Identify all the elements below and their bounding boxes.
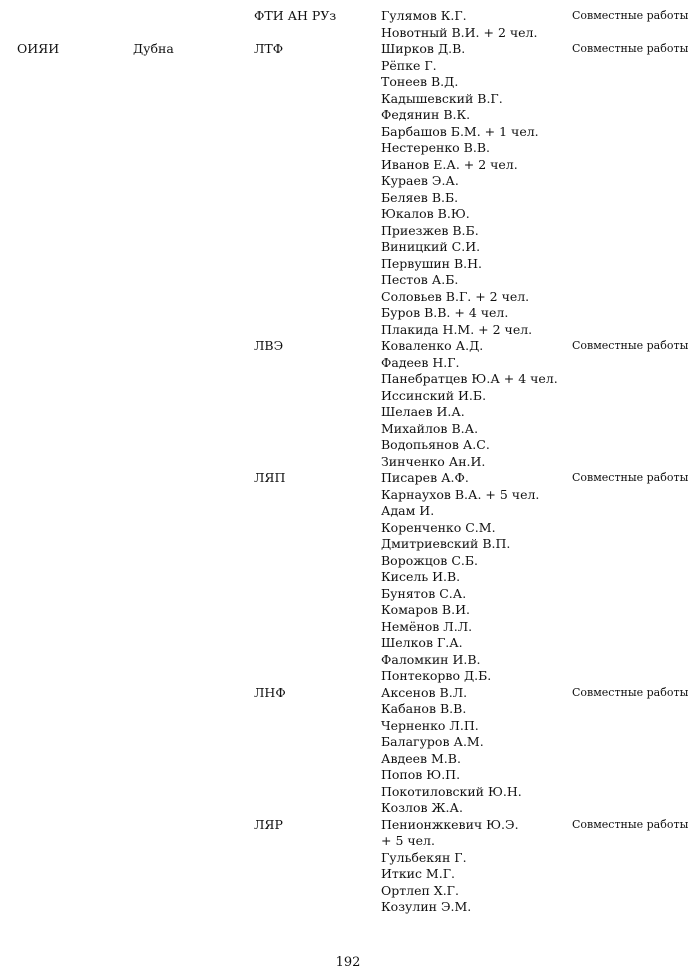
person-entry: Федянин В.К.	[381, 107, 471, 122]
person-entry: Адам И.	[381, 503, 435, 518]
person-entry: Беляев В.Б.	[381, 189, 459, 205]
person-entry: Плакида Н.М. + 2 чел.	[381, 321, 533, 337]
page-number: 192	[335, 955, 361, 970]
person-entry: Козлов Ж.А.	[381, 800, 463, 815]
laboratory-name: ФТИ АН РУз	[254, 8, 337, 23]
person-entry: Шелков Г.А.	[381, 635, 463, 650]
person-entry: + 5 чел.	[381, 833, 435, 848]
person-entry: Бунятов С.А.	[381, 585, 467, 601]
person-entry: Фадеев Н.Г.	[381, 354, 460, 370]
person-entry: Первушин В.Н.	[381, 255, 482, 271]
person-entry: Тонеев В.Д.	[381, 74, 459, 89]
person-entry: Авдеев М.В.	[381, 750, 461, 766]
person-entry: Шелаев И.А.	[381, 404, 465, 419]
laboratory-name: ЛЯП	[254, 470, 286, 485]
person-entry: Соловьев В.Г. + 2 чел.	[381, 288, 530, 304]
person-entry: Коренченко С.М.	[381, 519, 496, 535]
laboratory-name: ЛТФ	[254, 41, 284, 56]
collaboration-note: Совместные работы	[572, 685, 689, 699]
laboratory-name: ЛЯР	[254, 816, 283, 832]
person-entry: Михайлов В.А.	[381, 420, 479, 436]
person-entry: Водопьянов А.С.	[381, 437, 490, 452]
person-entry: Иткис М.Г.	[381, 866, 455, 881]
person-entry: Немёнов Л.Л.	[381, 618, 473, 634]
person-entry: Балагуров А.М.	[381, 734, 484, 749]
person-entry: Иванов Е.А. + 2 чел.	[381, 156, 518, 172]
person-entry: Барбашов Б.М. + 1 чел.	[381, 123, 539, 139]
person-entry: Новотный В.И. + 2 чел.	[381, 24, 538, 40]
organization-name: ОИЯИ	[17, 41, 60, 56]
person-entry: Виницкий С.И.	[381, 239, 481, 254]
person-entry: Коваленко А.Д.	[381, 338, 484, 353]
person-entry: Ворожцов С.Б.	[381, 552, 479, 568]
collaboration-note: Совместные работы	[572, 471, 689, 484]
laboratory-name: ЛВЭ	[254, 338, 284, 353]
collaboration-note: Совместные работы	[572, 339, 689, 352]
person-entry: Понтекорво Д.Б.	[381, 668, 492, 683]
people-list	[381, 8, 537, 41]
person-entry: Козулин Э.М.	[381, 899, 472, 914]
people-list	[381, 41, 539, 338]
collaboration-note: Совместные работы	[572, 42, 689, 55]
person-entry: Зинченко Ан.И.	[381, 453, 486, 469]
person-entry: Карнаухов В.А. + 5 чел.	[381, 486, 540, 502]
person-entry: Фаломкин И.В.	[381, 651, 481, 667]
person-entry: Ортлеп Х.Г.	[381, 882, 459, 898]
person-entry: Комаров В.И.	[381, 602, 470, 617]
person-entry: Попов Ю.П.	[381, 767, 461, 782]
person-entry: Аксенов В.Л.	[381, 684, 468, 700]
people-list	[381, 470, 539, 685]
person-entry: Черненко Л.П.	[381, 717, 479, 733]
person-entry: Кураев Э.А.	[381, 173, 459, 188]
person-entry: Панебратцев Ю.А + 4 чел.	[381, 371, 558, 386]
person-entry: Кисель И.В.	[381, 569, 461, 584]
collaboration-note: Совместные работы	[572, 9, 689, 22]
collaboration-note: Совместные работы	[572, 817, 689, 831]
people-list	[381, 817, 519, 916]
person-entry: Ширков Д.В.	[381, 41, 466, 56]
person-entry: Гульбекян Г.	[381, 849, 467, 865]
person-entry: Дмитриевский В.П.	[381, 536, 511, 551]
city-name: Дубна	[133, 41, 174, 56]
person-entry: Приезжев В.Б.	[381, 222, 479, 238]
person-entry: Рёпке Г.	[381, 57, 437, 73]
person-entry: Гулямов К.Г.	[381, 8, 467, 23]
person-entry: Юкалов В.Ю.	[381, 206, 470, 221]
person-entry: Писарев А.Ф.	[381, 470, 469, 485]
person-entry: Буров В.В. + 4 чел.	[381, 305, 509, 320]
person-entry: Нестеренко В.В.	[381, 140, 490, 155]
person-entry: Покотиловский Ю.Н.	[381, 783, 522, 799]
person-entry: Иссинский И.Б.	[381, 387, 487, 403]
people-list	[381, 685, 522, 817]
person-entry: Кадышевский В.Г.	[381, 90, 503, 106]
laboratory-name: ЛНФ	[254, 684, 286, 700]
person-entry: Кабанов В.В.	[381, 701, 467, 716]
people-list	[381, 338, 558, 470]
person-entry: Пестов А.Б.	[381, 272, 459, 287]
person-entry: Пенионжкевич Ю.Э.	[381, 816, 519, 832]
